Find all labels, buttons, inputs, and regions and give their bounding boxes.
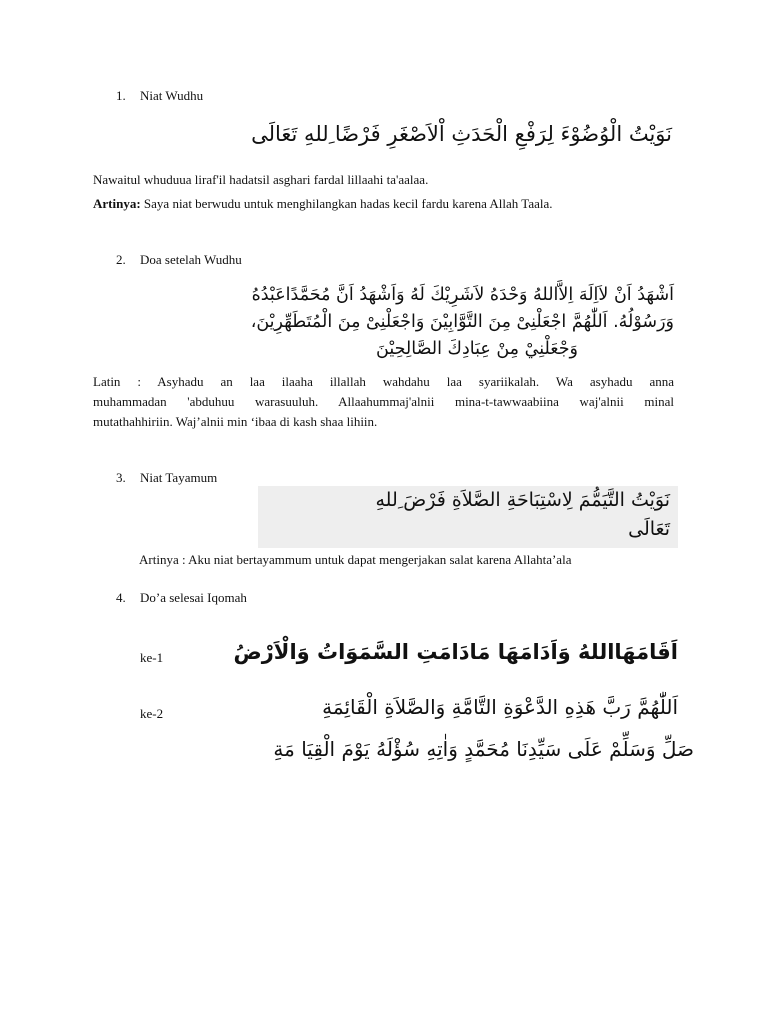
arabic-line: وَجْعَلْنِيْ مِنْ عِبَادِكَ الصَّالِحِيْنَ xyxy=(376,339,578,359)
arabic-iqomah-ke-2 xyxy=(232,686,694,770)
arabic-doa-setelah-wudhu xyxy=(110,282,674,363)
heading-title: Niat Wudhu xyxy=(140,88,204,103)
heading-title: Niat Tayamum xyxy=(140,470,218,485)
latin-line: mutathahhiriin. Waj’alnii min ‘ibaa di kash shaa lihiin. xyxy=(93,414,378,429)
label-ke-1: ke-1 xyxy=(140,650,164,665)
arabic-iqomah-ke-1: اَقَامَهَااللهُ وَاَدَامَهَا مَادَامَتِ السَّمَوَاتُ وَالْاَرْضُ xyxy=(233,640,678,664)
heading-title: Do’a selesai Iqomah xyxy=(140,590,247,605)
meaning-text: Saya niat berwudu untuk menghilangkan hadas kecil fardu karena Allah Taala. xyxy=(140,196,553,211)
meaning-niat-wudhu xyxy=(93,194,553,214)
latin-doa-setelah-wudhu xyxy=(93,372,674,432)
heading-doa-setelah-wudhu xyxy=(116,252,242,268)
heading-doa-selesai-iqomah xyxy=(116,590,247,606)
arabic-line: وَرَسُوْلُهُ. اَللّٰهُمَّ اجْعَلْنِىْ مِنَ التَّوَّابِيْنَ وَاجْعَلْنِىْ مِنَ الْمُتَطَهِّرِيْنَ، xyxy=(250,312,674,332)
heading-number: 1. xyxy=(116,88,126,103)
arabic-line: نَوَيْتُ التَّيَمُّمَ لِاسْتِبَاحَةِ الصَّلاَةِ فَرْضَ ِللهِ xyxy=(375,489,670,511)
heading-number: 3. xyxy=(116,470,126,485)
arabic-line: تَعَالَى xyxy=(628,518,670,540)
meaning-label: Artinya: xyxy=(93,196,141,211)
heading-title: Doa setelah Wudhu xyxy=(140,252,242,267)
arabic-line: اَشْهَدُ اَنْ لاَاِلَهَ اِلاَّاللهُ وَحْدَهُ لاَشَرِيْكَ لَهُ وَاَشْهَدُ اَنَّ مُحَمَّدًاعَبْدُهُ xyxy=(251,285,674,305)
label-ke-2: ke-2 xyxy=(140,706,164,721)
meaning-niat-tayamum: Artinya : Aku niat bertayammum untuk dapat mengerjakan salat karena Allahta’ala xyxy=(139,552,572,567)
arabic-niat-wudhu: نَوَيْتُ الْوُضُوْءَ لِرَفْعِ الْحَدَثِ اْلاَصْغَرِ فَرْضًا ِللهِ تَعَالَى xyxy=(251,122,672,146)
arabic-line: اَللّٰهُمَّ رَبَّ هَذِهِ الدَّعْوَةِ التَّامَّةِ وَالصَّلاَةِ الْقَائِمَةِ xyxy=(322,695,678,719)
arabic-niat-tayamum xyxy=(258,486,678,548)
heading-niat-wudhu xyxy=(116,88,203,104)
arabic-line: صَلِّ وَسَلِّمْ عَلَى سَيِّدِنَا مُحَمَّدٍ وَاٰتِهِ سُؤْلَهُ يَوْمَ الْقِيَا مَةِ xyxy=(273,737,694,761)
heading-number: 4. xyxy=(116,590,126,605)
latin-line: muhammadan 'abduhuu warasuuluh. Allaahummaj'alnii mina-t-tawwaabiina waj'alnii minal xyxy=(93,394,674,409)
latin-line: Latin : Asyhadu an laa ilaaha illallah wahdahu laa syariikalah. Wa asyhadu anna xyxy=(93,374,674,389)
latin-niat-wudhu: Nawaitul whuduua liraf'il hadatsil asghari fardal lillaahi ta'aalaa. xyxy=(93,172,429,187)
heading-number: 2. xyxy=(116,252,126,267)
heading-niat-tayamum xyxy=(116,470,217,486)
